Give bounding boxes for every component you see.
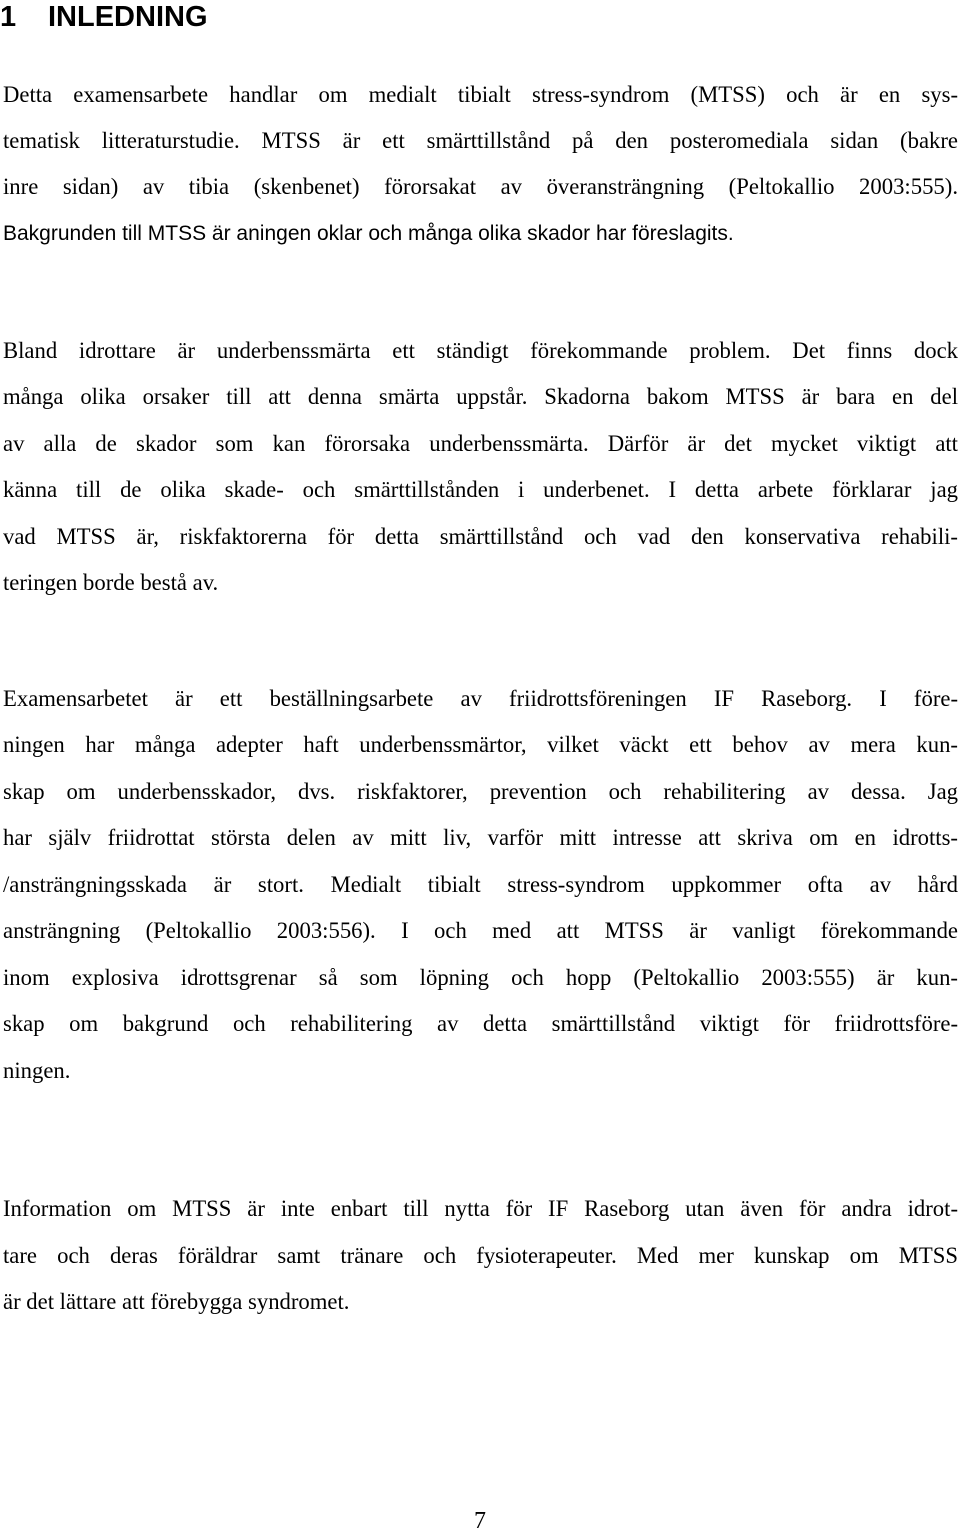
paragraph-2-line: vad MTSS är, riskfaktorerna för detta smärttillstånd och vad den konservativa rehabili- [3, 524, 958, 549]
paragraph-3-line: inom explosiva idrottsgrenar så som löpning och hopp (Peltokallio 2003:555) är kun- [3, 965, 958, 990]
paragraph-4-line: Information om MTSS är inte enbart till nytta för IF Raseborg utan även för andra idrot- [3, 1196, 958, 1221]
paragraph-3-line: skap om bakgrund och rehabilitering av detta smärttillstånd viktigt för friidrottsföre- [3, 1011, 958, 1036]
paragraph-2-line: Bland idrottare är underbenssmärta ett ständigt förekommande problem. Det finns dock [3, 338, 958, 363]
paragraph-1-line: tematisk litteraturstudie. MTSS är ett smärttillstånd på den posteromediala sidan (bakre [3, 128, 958, 153]
paragraph-4-line: tare och deras föräldrar samt tränare och fysioterapeuter. Med mer kunskap om MTSS [3, 1243, 958, 1268]
paragraph-2-line: känna till de olika skade- och smärttillstånden i underbenet. I detta arbete förklarar jag [3, 477, 958, 502]
paragraph-3-line: ningen har många adepter haft underbenssmärtor, vilket väckt ett behov av mera kun- [3, 732, 958, 757]
chapter-heading [0, 0, 208, 34]
paragraph-2-line: många olika orsaker till att denna smärta uppstår. Skadorna bakom MTSS är bara en del [3, 384, 958, 409]
paragraph-2-line: teringen borde bestå av. [3, 570, 219, 595]
paragraph-3-line: har själv friidrottat största delen av mitt liv, varför mitt intresse att skriva om en idrotts- [3, 825, 958, 850]
paragraph-3-line: ningen. [3, 1058, 71, 1083]
paragraph-1-line: Detta examensarbete handlar om medialt tibialt stress-syndrom (MTSS) och är en sys- [3, 82, 958, 107]
paragraph-1-line: inre sidan) av tibia (skenbenet) förorsakat av överansträngning (Peltokallio 2003:555). [3, 174, 958, 199]
page-number: 7 [474, 1508, 486, 1534]
paragraph-3-line: skap om underbensskador, dvs. riskfaktorer, prevention och rehabilitering av dessa. Jag [3, 779, 958, 804]
paragraph-3-line: Examensarbetet är ett beställningsarbete av friidrottsföreningen IF Raseborg. I före- [3, 686, 958, 711]
chapter-title: INLEDNING [48, 1, 208, 33]
paragraph-3-line: /ansträngningsskada är stort. Medialt tibialt stress-syndrom uppkommer ofta av hård [3, 872, 958, 897]
chapter-number: 1 [0, 1, 17, 33]
paragraph-4-line: är det lättare att förebygga syndromet. [3, 1289, 350, 1314]
paragraph-1-line: Bakgrunden till MTSS är aningen oklar och många olika skador har föreslagits. [3, 222, 734, 245]
paragraph-3-line: ansträngning (Peltokallio 2003:556). I och med att MTSS är vanligt förekommande [3, 918, 958, 943]
paragraph-2-line: av alla de skador som kan förorsaka underbenssmärta. Därför är det mycket viktigt att [3, 431, 958, 456]
